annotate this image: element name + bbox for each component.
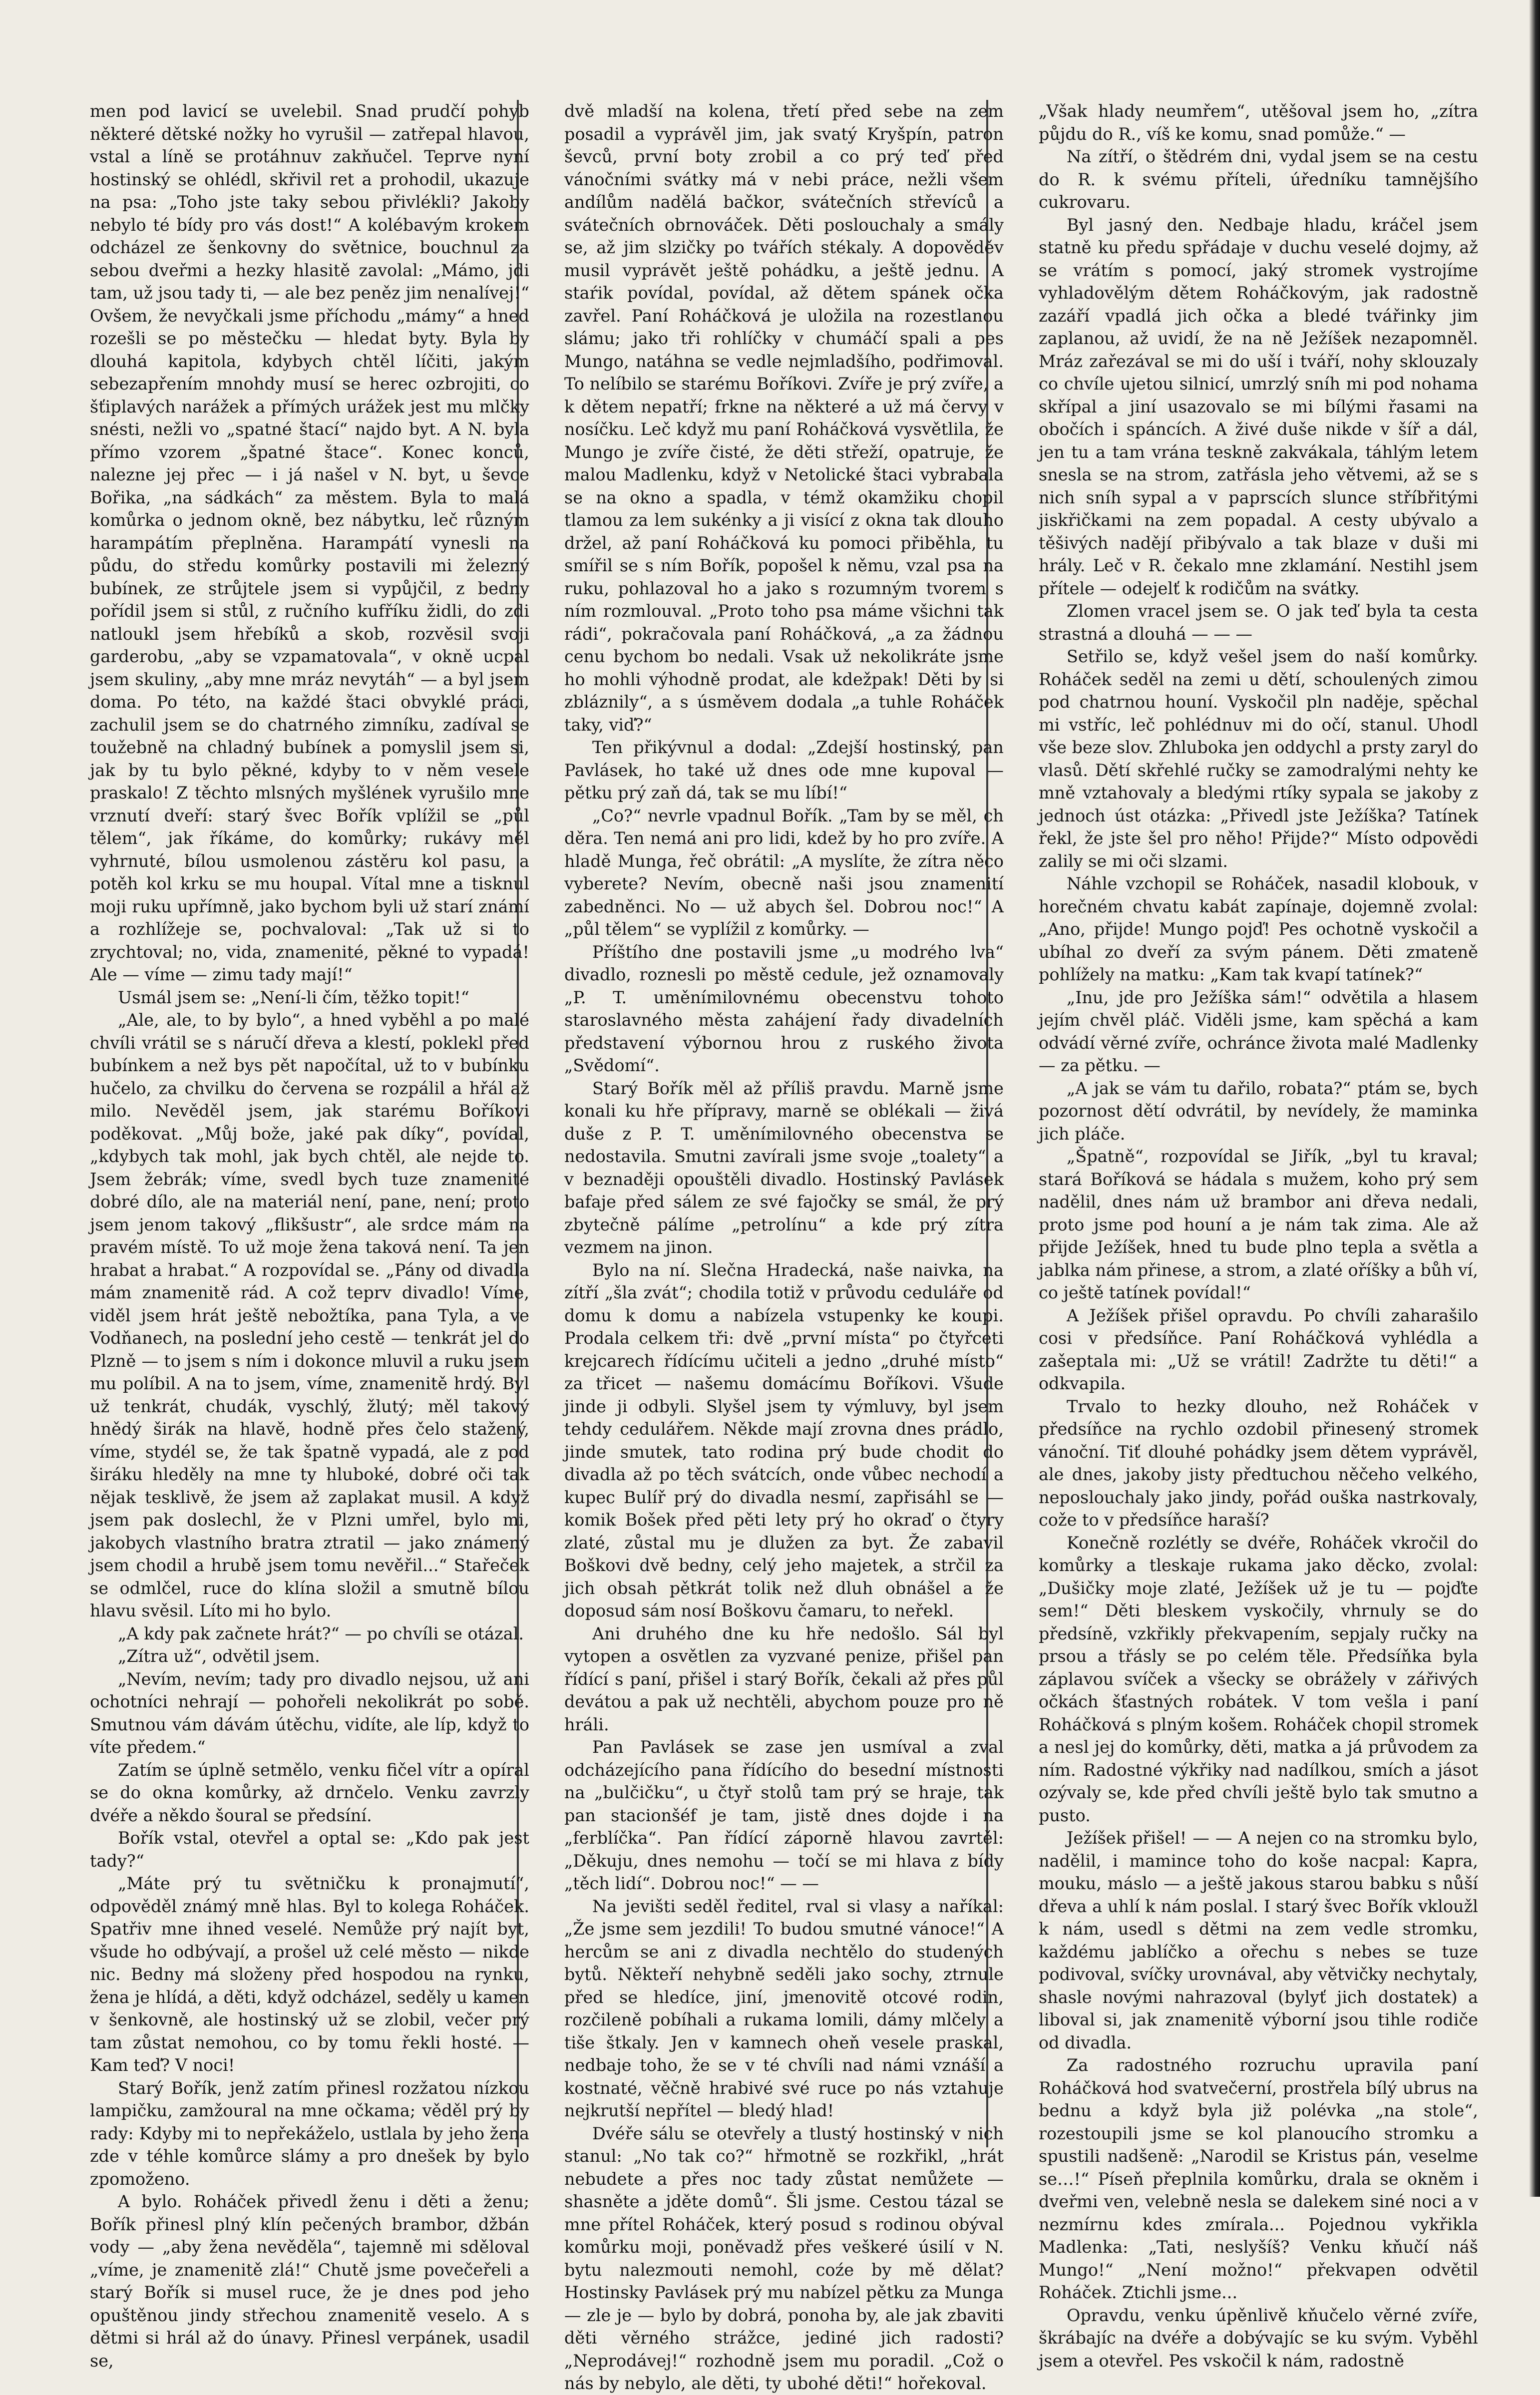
- paragraph: „A kdy pak začnete hrát?“ — po chvíli se otázal.: [118, 1623, 524, 1643]
- paragraph: „Zítra už“, odvětil jsem.: [118, 1646, 320, 1666]
- page-edge-shadow: [1529, 0, 1540, 2197]
- paragraph: Starý Bořík měl až příliš pravdu. Marně jsme konali ku hře přípravy, marně se oblékali — živá duše z P. T. uměnímilovného obecenstva se nedostavila. Smutni zavírali jsme svoje „toalety“ a v beznaději opouštěli divadlo. Hostinský Pavlásek bafaje před sálem ze své fajočky se smál, že prý zbytečně pálíme „petrolínu“ a kde prý zítra vezmem na jinon.: [564, 1078, 1004, 1257]
- paragraph: Byl jasný den. Nedbaje hladu, kráčel jsem statně ku předu spřádaje v duchu veselé dojmy, až se vrátím s pomocí, jaký stromek vystrojíme vyhladovělým dětem Roháčkovým, jak radostně zazáří vpadlá jich očka a bledé tvářinky jim zaplanou, až uvidí, že na ně Ježíšek nezapomněl. Mráz zařezával se mi do uší i tváří, nohy sklouzaly co chvíle ujetou silnicí, umrzlý sníh mi pod nohama skřípal a jiní usazovalo se mi bílými řasami na obočích i spáncích. A živé duše nikde v šíř a dál, jen tu a tam vrána teskně zakvákala, táhlým letem snesla se na strom, zatřásla jeho větvemi, až se s nich sníh sypal a v paprscích slunce stříbřitými jiskřičkami na zem popadal. A cesty ubývalo a těšivých nadějí přibývalo a tak blaze v duši mi hrály. Leč v R. čekalo mne zklamání. Nestihl jsem přítele — odejelť k rodičům na svátky.: [1039, 215, 1478, 598]
- paragraph: Za radostného rozruchu upravila paní Roháčková hod svatvečerní, prostřela bílý ubrus na bednu a když byla již polévka „na stole“, rozestoupili jsme se kol planoucího stromku a spustili nadšeně: „Narodil se Kristus pán, veselme se…!“ Píseň přeplnila komůrku, drala se okněm i dveřmi ven, velebně nesla se dalekem siné noci a v nezmírnu kdes zmírala... Pojednou vykřikla Madlenka: „Tati, neslyšíš? Venku kňučí náš Mungo!“ „Není možno!“ překvapen odvětil Roháček. Ztichli jsme...: [1039, 2055, 1478, 2302]
- paragraph: Pan Pavlásek se zase jen usmíval a zval odcházejícího pana řídícího do besední místnosti na „bulčičku“, u čtyř stolů tam prý se hraje, tak pan stacionšéf je tam, jistě dnes dojde i na „ferblíčka“. Pan řídící záporně hlavou zavrtěl: „Děkuju, dnes nemohu — točí se mi hlava z bídy „těch lidí“. Dobrou noc!“ — —: [564, 1737, 1004, 1893]
- column-right: [1039, 100, 1478, 2371]
- paragraph: „Inu, jde pro Ježíška sám!“ odvětila a hlasem jejím chvěl pláč. Viděli jsme, kam spěchá a kam odvádí věrné zvíře, ochránce života malé Madlenky — za pětku. —: [1039, 987, 1478, 1075]
- paragraph: Na zítří, o štědrém dni, vydal jsem se na cestu do R. k svému příteli, úředníku tamnějšího cukrovaru.: [1039, 147, 1478, 212]
- paragraph: A Ježíšek přišel opravdu. Po chvíli zaharašilo cosi v předsíňce. Paní Roháčková vyhlédla a zašeptala mi: „Už se vrátil! Zadržte tu děti!“ a odkvapila.: [1039, 1305, 1478, 1393]
- paragraph: Konečně rozlétly se dvéře, Roháček vkročil do komůrky a tleskaje rukama jako děcko, zvolal: „Dušičky moje zlaté, Ježíšek už je tu — pojďte sem!“ Děti bleskem vyskočily, vhrnuly se do předsíně, vzkřikly překvapením, sepjaly ručky na prsou a třásly se po celém těle. Předsíňka byla záplavou svíček a všecky se obrážely v zářivých očkách šťastných robátek. V tom vešla i paní Roháčková s plným košem. Roháček chopil stromek a nesl jej do komůrky, děti, matka a já průvodem za ním. Radostné výkřiky nad nadílkou, smích a jásot ozývaly se, kde před chvíli ještě bylo tak smutno a pusto.: [1039, 1533, 1478, 1825]
- paragraph: A bylo. Roháček přivedl ženu i děti a ženu; Bořík přinesl plný klín pečených brambor, džbán vody — „aby žena nevěděla“, tajemně mi sděloval „víme, je znamenitě zlá!“ Chutě jsme povečeřeli a starý Bořík si musel ruce, že je dnes pod jeho opuštěnou jindy střechou znamenitě veselo. A s dětmi si hrál až do únavy. Přinesl verpánek, usadil se,: [90, 2192, 529, 2371]
- paragraph: Dvéře sálu se otevřely a tlustý hostinský v nich stanul: „No tak co?“ hřmotně se rozkřikl, „hrát nebudete a přes noc tady zůstat nemůžete — shasněte a jděte domů“. Šli jsme. Cestou tázal se mne přítel Roháček, který posud s rodinou obýval komůrku moji, poněvadž přes veškeré úsilí v N. bytu nalezmouti nemohl, coźe by mě dělat? Hostinsky Pavlásek prý mu nabízel pětku za Munga — zle je — bylo by dobrá, ponoha by, ale jak zbaviti děti věrného strážce, jediné jich radosti? „Neprodávej!“ rozhodně jsem mu poradil. „Což o nás by nebylo, ale děti, ty ubohé děti!“ hořekoval.: [564, 2123, 1004, 2393]
- paragraph: „A jak se vám tu dařilo, robata?“ ptám se, bych pozornost dětí odvrátil, by nevídely, že maminka jich pláče.: [1039, 1078, 1478, 1144]
- paragraph: „Však hlady neumřem“, utěšoval jsem ho, „zítra půjdu do R., víš ke komu, snad pomůže.“ —: [1039, 101, 1478, 144]
- paragraph: Trvalo to hezky dlouho, než Roháček v předsíňce na rychlo ozdobil přinesený stromek vánoční. Tiť dlouhé pohádky jsem dětem vyprávěl, ale dnes, jakoby jisty předtuchou něčeho velkého, neposlouchaly jako jindy, pořád ouška nastrkovaly, cože to v předsíňce haraší?: [1039, 1396, 1478, 1530]
- paragraph: men pod lavicí se uvelebil. Snad prudčí pohyb některé dětské nožky ho vyrušil — zatřepal hlavou, vstal a líně se protáhnuv zakňučel. Teprve nyní hostinský se ohlédl, skřivil ret a prohodil, ukazuje na psa: „Toho jste taky sebou přivlékli? Jakoby nebylo té bídy pro vás dost!“ A kolébavým krokem odcházel ze šenkovny do světnice, bouchnul za sebou dveřmi a hezky hlasitě zavolal: „Mámo, jdi tam, už jsou tady ti, — ale bez peněz jim nenalívej!“ Ovšem, že nevyčkali jsme příchodu „mámy“ a hned rozešli se po městečku — hledat byty. Byla by dlouhá kapitola, kdybych chtěl líčiti, jakým sebezapřením mnohdy musí se herec ozbrojiti, co šťiplavých narážek a přímých urážek jest mu mlčky snésti, nežli vo „spatné štací“ najdo byt. A N. byla přímo vzorem „špatné štace“. Konec konců, nalezne jej přec — i já našel v N. byt, u ševce Bořika, „na sádkách“ za městem. Byla to malá komůrka o jednom okně, bez nábytku, leč různým harampátím přeplněna. Harampátí vynesli na půdu, do středu komůrky postavili mi železný bubínek, ze strůjtele jsem si vypůjčil, z bedny pořídil jsem si stůl, z ručního kufříku židli, do zdi natloukl jsem hřebíků a skob, rozvěsil svoji garderobu, „aby se vzpamatovala“, v okně ucpal jsem skuliny, „aby mne mráz nevytáh“ — a byl jsem doma. Po této, na každé štaci obvyklé práci, zachulil jsem se do chatrného zimníku, zadíval se toužebně na chladný bubínek a pomyslil jsem si, jak by tu bylo pěkné, kdyby to v něm vesele praskalo! Z těchto mlsných myšlének vyrušilo mne vrznutí dveří: starý švec Bořík vplížil se „půl tělem“, jak říkáme, do komůrky; rukávy měl vyhrnuté, bílou usmolenou zástěru kol pasu, a potěh kol krku se mu houpal. Vítal mne a tisknul moji ruku upřímně, jako bychom byli už starí známí a rozhlížeje se, pochvaloval: „Tak už si to zrychtoval; no, vida, znamenité, pěkné to vypadá! Ale — víme — zimu tady mají!“: [90, 101, 529, 984]
- paragraph: Náhle vzchopil se Roháček, nasadil klobouk, v horečném chvatu kabát zapínaje, dojemně zvolal: „Ano, přijde! Mungo pojď! Pes ochotně vyskočil a ubíhal zo dveří za svým pánem. Děti zmateně pohlížely na matku: „Kam tak kvapí tatínek?“: [1039, 874, 1478, 984]
- paragraph: „Špatně“, rozpovídal se Jiřík, „byl tu kraval; stará Boříková se hádala s mužem, koho prý sem nadělil, dnes nám už brambor ani dřeva nedali, proto jsme pod houní a je nám tak zima. Ale až přijde Ježíšek, hned tu bude plno tepla a světla a jablka nám přinese, a strom, a zlaté oříšky a bůh ví, co ještě tatínek povídal!“: [1039, 1147, 1478, 1302]
- paragraph: „Máte prý tu světničku k pronajmutí“, odpověděl známý mně hlas. Byl to kolega Roháček. Spatřiv mne ihned veselé. Nemůže prý najít byt, všude ho odbývají, a prošel už celé město — nikde nic. Bedny má složeny před hospodou na rynku, žena je hlídá, a děti, když odcházel, seděly u kamen v šenkovně, ale hostinský už se zlobil, večer prý tam zůstat nemohou, co by tomu řekli hosté. — Kam teď? V noci!: [90, 1874, 529, 2075]
- paragraph: Na jevišti seděl ředitel, rval si vlasy a naříkal: „Že jsme sem jezdili! To budou smutné vánoce!“ A hercům se ani z divadla nechtělo do studených bytů. Někteří nehybně seděli jako sochy, ztrnule před se hledíce, jiní, jmenovitě otcové rodin, rozčileně pobíhali a rukama lomili, dámy mlčely a tiše štkaly. Jen v kamnech oheň vesele praskal, nedbaje toho, že se v té chvíli nad námi vznáší a kostnaté, věčně hrabivé své ruce po nás vztahuje nejkrutší nepřítel — bledý hlad!: [564, 1896, 1004, 2120]
- paragraph: „Nevím, nevím; tady pro divadlo nejsou, už ani ochotníci nehrají — pohořeli nekolikrát po sobě. Smutnou vám dávám útěchu, vidíte, ale líp, když to víte předem.“: [90, 1669, 529, 1757]
- paragraph: Ani druhého dne ku hře nedošlo. Sál byl vytopen a osvětlen za vyzvané penize, přišel pan řídící s paní, přišel i starý Bořík, čekali až přes půl devátou a pak už nechtěli, abychom pouze pro ně hráli.: [564, 1623, 1004, 1734]
- paragraph: Usmál jsem se: „Není-li čím, těžko topit!“: [118, 987, 469, 1007]
- paragraph: „Co?“ nevrle vpadnul Bořík. „Tam by se měl, ch děra. Ten nemá ani pro lidi, kdež by ho pro zvíře. A hladě Munga, řeč obrátil: „A myslíte, že zítra něco vyberete? Nevím, obecně naši jsou znamenití zabedněnci. No — už abych šel. Dobrou noc!“ A „půl tělem“ se vyplížil z komůrky. —: [564, 805, 1004, 939]
- paragraph: Zatím se úplně setmělo, venku fičel vítr a opíral se do okna komůrky, až drnčelo. Venku zavrzly dvéře a někdo šoural se předsíní.: [90, 1760, 529, 1825]
- paragraph: „Ale, ale, to by bylo“, a hned vyběhl a po malé chvíli vrátil se s náručí dřeva a klestí, poklekl před bubínkem a než bys pět napočítal, už to v bubínku hučelo, za chvilku do červena se rozpálil a hřál až milo. Nevěděl jsem, jak starému Boříkovi poděkovat. „Můj bože, jaké pak díky“, povídal, „kdybych tak mohl, jak bych chtěl, ale nejde to. Jsem žebrák; víme, svedl bych tuze znamenité dobré dílo, ale na materiál není, pane, není; proto jsem jenom takový „flikšustr“, ale srdce mám na pravém místě. To už moje žena taková není. Ta jen hrabat a hrabat.“ A rozpovídal se. „Pány od divadla mám znamenitě rád. A což teprv divadlo! Víme, viděl jsem hrát ještě nebožtíka, pana Tyla, a ve Vodňanech, na poslední jeho cestě — tenkrát jel do Plzně — to jsem s ním i dokonce mluvil a ruku jsem mu políbil. A na to jsem, víme, znamenitě hrdý. Byl už tenkrát, chudák, vyschlý, žlutý; měl takový hnědý širák na hlavě, hodně přes čelo stažený, víme, stydél se, že tak špatně vypadá, ale z pod širáku hleděly na mne ty hluboké, dobré oči tak nějak tesklivě, že jsem až zaplakat musil. A když jsem pak doslechl, že v Plzni umřel, bylo mi, jakobych vlastního bratra ztratil — jako známený jsem chodil a hrubě jsem tomu nevěřil...“ Stařeček se odmlčel, ruce do klína složil a smutně bílou hlavu svěsil. Líto mi ho bylo.: [90, 1010, 529, 1620]
- paragraph: Bořík vstal, otevřel a optal se: „Kdo pak jest tady?“: [90, 1828, 529, 1871]
- paragraph: dvě mladší na kolena, třetí před sebe na zem posadil a vyprávěl jim, jak svatý Kryšpín, patron ševců, první boty zrobil a co prý teď před vánočními svátky má v nebi práce, nežli všem andílům nadělá bačkor, svátečních střevíců a svátečních obrnováček. Děti poslouchaly a smály se, až jim slzičky po tvářích stékaly. A dopověděv musil vyprávět ještě pohádku, a ještě jednu. A staŕik povídal, povídal, až dětem spánek očka zavřel. Paní Roháčková je uložila na rozestlanou slámu; jako tři rohlíčky v chumáčí spali a pes Mungo, natáhna se vedle nejmladšího, podřimoval. To nelíbilo se starému Boříkovi. Zvíře je prý zvíře, a k dětem nepatří; frkne na některé a už má červy v nosíčku. Leč když mu paní Roháčková vysvětlila, že Mungo je zvíře čisté, že děti střeží, opatruje, že malou Madlenku, když v Netolické štaci vybrabala se na okno a spadla, v témž okamžiku chopil tlamou za lem sukénky a ji visící z okna tak dlouho držel, až paní Roháčková ku pomoci přiběhla, tu smířil se s ním Bořík, popošel k němu, vzal psa na ruku, pohlazoval ho a jako s rozumným tvorem s ním rozmlouval. „Proto toho psa máme všichni tak rádi“, pokračovala paní Roháčková, „a za žádnou cenu bychom bo nedali. Vsak už nekolikráte jsme ho mohli výhodně prodat, ale kdežpak! Děti by si zbláznily“, a s úsměvem dodala „a tuhle Roháček taky, viď?“: [564, 101, 1004, 735]
- paragraph: Ježíšek přišel! — — A nejen co na stromku bylo, nadělil, i mamince toho do koše nacpal: Kapra, mouku, máslo — a ještě jakous starou babku s nůší dřeva a uhlí k nám poslal. I starý švec Bořík vkloužl k nám, usedl s dětmi na zem vedle stromku, každému jablíčko a ořechu s nebes se tuze podivoval, svíčky urovnával, aby větvičky nechytaly, shasle novými nahrazoval (bylyť jich dostatek) a liboval si, jak znamenitě výborní jsou tihle rodiče od divadla.: [1039, 1828, 1478, 2052]
- paragraph: Opravdu, venku úpěnlivě kňučelo věrné zvíře, škrábajíc na dvéře a dobývajíc se ku svým. Vyběhl jsem a otevřel. Pes vskočil k nám, radostně: [1039, 2305, 1478, 2371]
- paragraph: Zlomen vracel jsem se. O jak teď byla ta cesta strastná a dlouhá — — —: [1039, 601, 1478, 644]
- paragraph: Ten přikývnul a dodal: „Zdejší hostinský, pan Pavlásek, ho také už dnes ode mne kupoval — pětku prý zaň dá, tak se mu líbí!“: [564, 738, 1004, 802]
- column-left: [90, 100, 529, 2371]
- paragraph: Starý Bořík, jenž zatím přinesl rozžatou nízkou lampičku, zamžoural na mne očkama; věděl prý by rady: Kdyby mi to nepřekáželo, ustlala by jeho žena zde v téhle komůrce slámy a pro dnešek by bylo zpomoženo.: [90, 2078, 529, 2189]
- column-middle: [564, 100, 1004, 2393]
- article-columns: [90, 100, 1478, 2393]
- paragraph: Setřilo se, když vešel jsem do naší komůrky. Roháček seděl na zemi u dětí, schoulených zimou pod chatrnou houní. Vyskočil pln naděje, spěchal mi vstříc, leč pohlédnuv mi do očí, stanul. Uhodl vše beze slov. Zhluboka jen oddychl a prsty zaryl do vlasů. Dětí skřehlé ručky se zamodralými nehty ke mně vztahovaly a bledými rtíky sypala se jakoby z jednoch úst otázka: „Přivedl jste Ježíška? Tatínek řekl, že jste šel pro něho! Přijde?“ Místo odpovědi zalily se mi oči slzami.: [1039, 647, 1478, 871]
- paragraph: Bylo na ní. Slečna Hradecká, naše naivka, na zítří „šla zvát“; chodila totiž v průvodu ceduláře od domu k domu a nabízela vstupenky ke koupi. Prodala celkem tři: dvě „první místa“ po čtyřceti krejcarech řídícímu učiteli a jedno „druhé místo“ za třicet — našemu domácímu Boříkovi. Všude jinde ji odbyli. Slyšel jsem ty výmluvy, byl jsem tehdy cedulářem. Někde mají zrovna dnes prádlo, jinde smutek, tato rodina prý bude chodit do divadla až po těch svátcích, onde vůbec nechodí a kupec Bulíř prý do divadla nesmí, zapřisáhl se — komik Bošek před pěti lety prý ho okraď o čtyry zlaté, zůstal mu je dlužen za byt. Že zabavil Boškovi dvě bedny, celý jeho majetek, a strčil za jich obsah pětkrát tolik než dluh obnášel a že doposud sám nosí Boškovu čamaru, to neřekl.: [564, 1260, 1004, 1620]
- paragraph: Příštího dne postavili jsme „u modrého lva“ divadlo, roznesli po městě cedule, jež oznamovaly „P. T. uměnímilovnému obecenstvu tohoto staroslavného města zahájení řady divadelních představení výbornou hrou z ruského života „Svědomí“.: [564, 942, 1004, 1075]
